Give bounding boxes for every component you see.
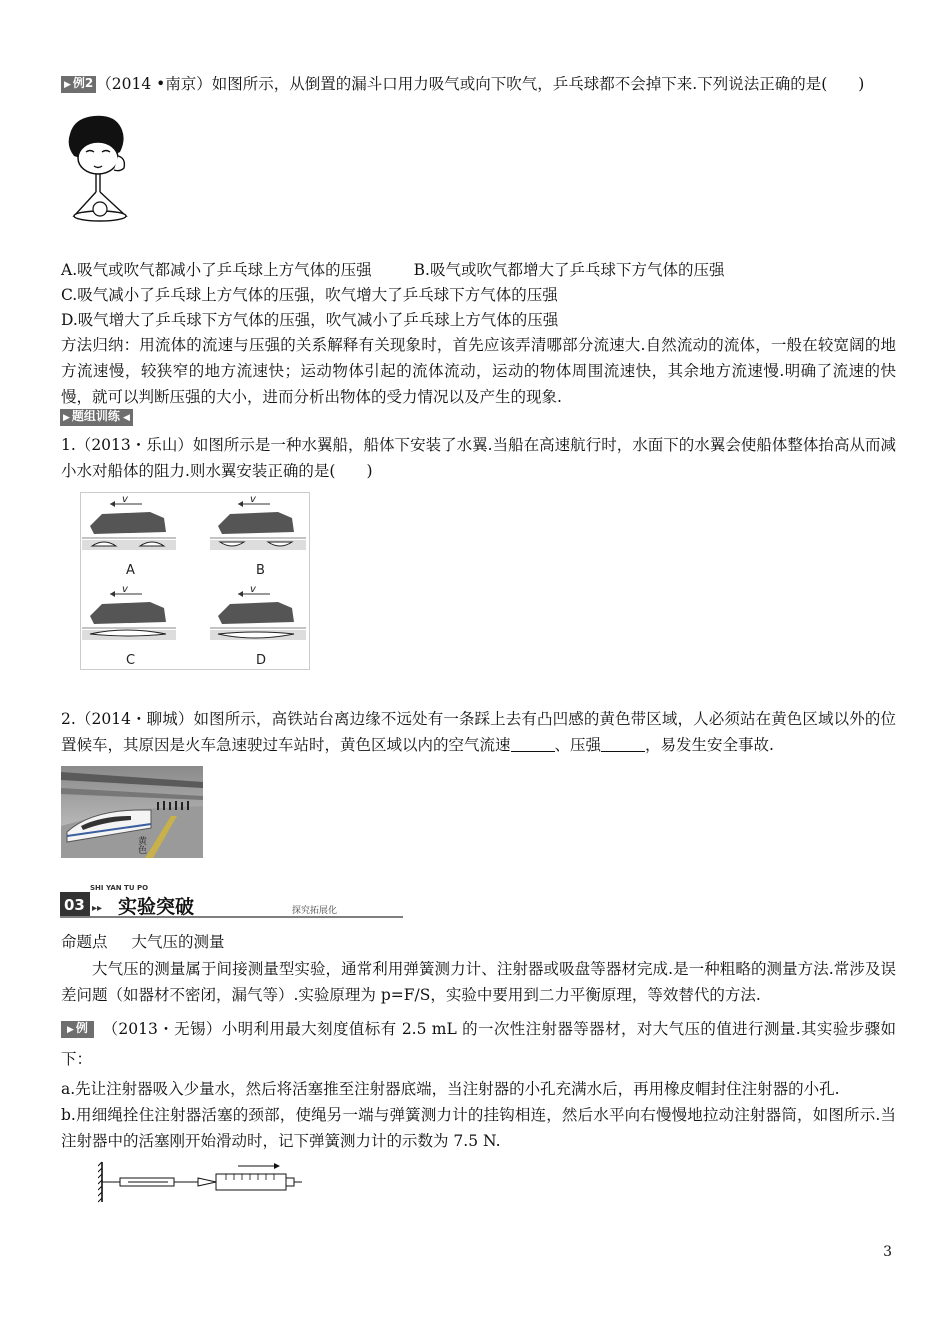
- velocity-label: v: [122, 584, 128, 595]
- hydrofoil-label-d: D: [256, 653, 267, 668]
- velocity-label: v: [250, 584, 256, 595]
- method-summary: 方法归纳：用流体的流速与压强的关系解释有关现象时，首先应该弄清哪部分流速大.自然流动的流体，一般在较宽阔的地方流速慢，较狭窄的地方流速快；运动物体引起的流体流动，运动的物体周围流速快，其余地方流速慢.明确了流速的快慢，就可以判断压强的大小，进而分析出物体的受力情况以及产生的现象.: [61, 336, 896, 406]
- play-triangle-icon: ▶: [67, 1025, 74, 1035]
- question-2-part-2: 、压强: [554, 736, 602, 754]
- question-2-part-1: 2.（2014・聊城）如图所示，高铁站台离边缘不远处有一条踩上去有凸凹感的黄色带区域，人必须站在黄色区域以外的位置候车，其原因是火车急速驶过车站时，黄色区域以内的空气流速: [61, 710, 896, 754]
- hydrofoil-label-b: B: [256, 563, 265, 578]
- velocity-label: v: [250, 494, 256, 505]
- question-2-part-3: ，易发生安全事故.: [645, 736, 774, 754]
- answer-blank-pressure: [601, 735, 645, 752]
- section-subtitle: 探究拓展化: [292, 906, 338, 916]
- example-text: （2013・无锡）小明利用最大刻度值标有 2.5 mL 的一次性注射器等器材，对大气压的值进行测量.其实验步骤如下：: [61, 1020, 896, 1068]
- example-step-b: b.用细绳拴住注射器活塞的颈部，使绳另一端与弹簧测力计的挂钩相连，然后水平向右慢慢地拉动注射器筒，如图所示.当注射器中的活塞刚开始滑动时，记下弹簧测力计的示数为 7.5 N.: [61, 1106, 896, 1150]
- answer-blank-flow-speed: [511, 735, 555, 752]
- option-b: B.吸气或吹气都增大了乒乓球下方气体的压强: [413, 261, 725, 279]
- example-question: [61, 1014, 896, 1074]
- example-step-a: a.先让注射器吸入少量水，然后将活塞推至注射器底端，当注射器的小孔充满水后，再用橡皮帽封住注射器的小孔.: [61, 1080, 840, 1098]
- option-d: D.吸气增大了乒乓球下方气体的压强，吹气减小了乒乓球上方气体的压强: [61, 311, 559, 329]
- reverse-triangle-icon: ◀: [122, 413, 130, 423]
- high-speed-train-photo: [61, 766, 203, 858]
- example2-question: [61, 72, 895, 96]
- play-triangle-icon: ▶: [63, 413, 70, 423]
- double-arrow-icon: ▸▸: [92, 903, 103, 914]
- section-number: 03: [64, 896, 85, 914]
- velocity-label: v: [122, 494, 128, 505]
- hydrofoil-label-c: C: [126, 653, 136, 668]
- option-a: A.吸气或吹气都减小了乒乓球上方气体的压强: [61, 261, 372, 279]
- question-2-text: [61, 706, 896, 758]
- yellow-zone-label: 黄色: [136, 836, 146, 854]
- example2-tag: ▶ 例2: [61, 76, 96, 93]
- drill-header: [60, 408, 133, 426]
- option-c: C.吸气减小了乒乓球上方气体的压强，吹气增大了乒乓球下方气体的压强: [61, 286, 558, 304]
- section-pinyin: SHI YAN TU PO: [90, 884, 149, 892]
- section-title: 实验突破: [118, 896, 195, 918]
- hydrofoil-figure: [80, 492, 310, 670]
- topic-label: 命题点: [61, 933, 108, 951]
- question-1-text: 1.（2013・乐山）如图所示是一种水翼船，船体下安装了水翼.当船在高速航行时，水面下的水翼会使船体整体抬高从而减小水对船体的阻力.则水翼安装正确的是( ): [61, 436, 896, 480]
- syringe-spring-scale-figure: [98, 1160, 304, 1204]
- example2-text: （2014 •南京）如图所示，从倒置的漏斗口用力吸气或向下吹气，乒乓球都不会掉下来.下列说法正确的是( ): [96, 75, 865, 93]
- drill-tag: ▶ 题组训练 ◀: [60, 409, 133, 426]
- hydrofoil-label-a: A: [126, 563, 135, 578]
- play-triangle-icon: ▶: [64, 80, 71, 90]
- intro-paragraph: 大气压的测量属于间接测量型实验，通常利用弹簧测力计、注射器或吸盘等器材完成.是一种粗略的测量方法.常涉及误差问题（如器材不密闭，漏气等）.实验原理为 p=F/S，实验中要用到二力平衡原理，等效替代的方法.: [61, 960, 896, 1004]
- page-number: 3: [883, 1244, 892, 1260]
- topic-line: [61, 930, 895, 954]
- funnel-figure: [60, 112, 140, 230]
- topic-name: 大气压的测量: [131, 933, 225, 951]
- example-tag: ▶ 例: [61, 1021, 94, 1038]
- options-row-ab: [61, 258, 895, 282]
- section-header: [60, 882, 403, 918]
